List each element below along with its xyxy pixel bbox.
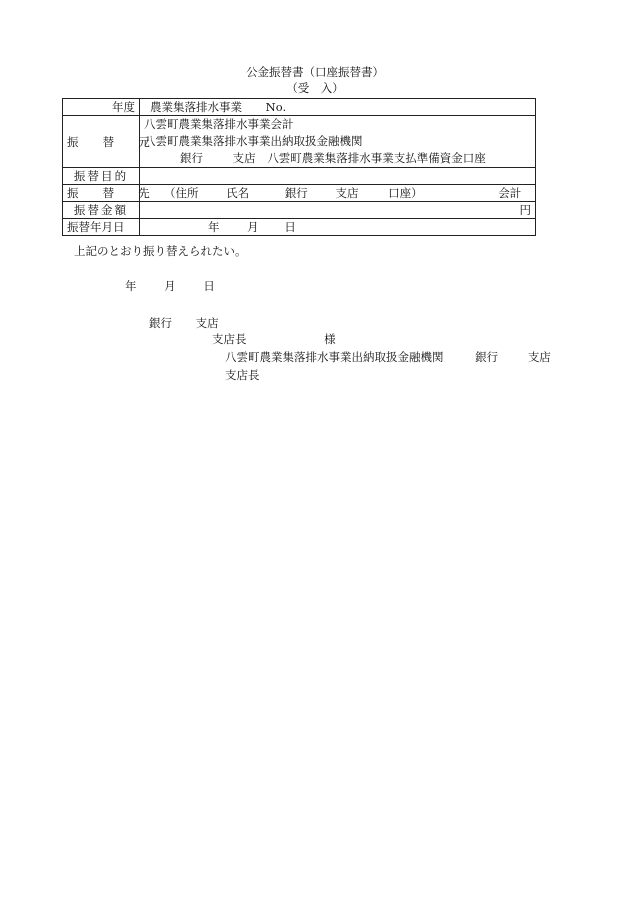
issue-month-unit: 月 [164,279,176,293]
transfer-form-table [62,98,536,236]
value-fiscal-year [140,99,536,116]
addressee-manager-label: 支店長 [212,332,247,346]
sender-bank: 銀行 [475,350,499,364]
date-day-unit: 日 [284,220,296,234]
to-branch: 支店 [335,186,359,200]
request-text: 上記のとおり振り替えられたい。 [74,244,247,258]
row-transfer-from [63,116,536,168]
sender-institution-name: 八雲町農業集落排水事業出納取扱金融機関 [225,350,444,364]
row-fiscal-year [63,99,536,116]
business-name: 農業集落排水事業 [150,100,242,114]
value-amount[interactable] [140,202,536,219]
issue-date [125,281,215,293]
label-amount: 振替金額 [63,202,140,219]
addressee-branch-label: 支店 [195,316,219,330]
date-month-unit: 月 [247,220,259,234]
from-institution: 八雲町農業集落排水事業出納取扱金融機関 [144,134,363,148]
sender-institution [225,352,551,364]
number-label: No. [265,100,287,114]
label-transfer-to: 振 替 先 [63,185,140,202]
addressee-manager [212,334,336,346]
value-purpose[interactable] [140,168,536,185]
to-account: 口座） [388,186,423,200]
from-account-name: 八雲町農業集落排水事業会計 [144,117,294,131]
to-address: （住所 [164,186,199,200]
issue-year-unit: 年 [125,279,137,293]
document-title: 公金振替書（口座振替書） [246,65,384,79]
sender-manager: 支店長 [225,368,260,382]
from-bank: 銀行 [180,151,203,165]
value-transfer-from [140,116,536,168]
to-bank: 銀行 [284,186,308,200]
row-transfer-to [63,185,536,202]
from-branch: 支店 [232,151,256,165]
addressee-bank [149,318,219,330]
document-subtitle: （受 入） [286,81,344,95]
issue-day-unit: 日 [203,279,215,293]
value-date[interactable] [140,219,536,236]
addressee-bank-label: 銀行 [149,316,172,330]
label-date: 振替年月日 [63,219,140,236]
sender-branch: 支店 [527,350,551,364]
label-purpose: 振替目的 [63,168,140,185]
value-transfer-to[interactable] [140,185,536,202]
row-amount [63,202,536,219]
date-year-unit: 年 [208,220,220,234]
to-name: 氏名 [226,186,250,200]
to-kaikei: 会計 [498,186,522,200]
from-bank-line [144,150,531,167]
honorific: 様 [324,332,336,346]
label-fiscal-year: 年度 [63,99,140,116]
from-account: 八雲町農業集落排水事業支払準備資金口座 [267,151,486,165]
label-transfer-from: 振 替 元 [63,116,140,168]
yen-unit: 円 [519,203,531,217]
row-purpose [63,168,536,185]
row-date [63,219,536,236]
